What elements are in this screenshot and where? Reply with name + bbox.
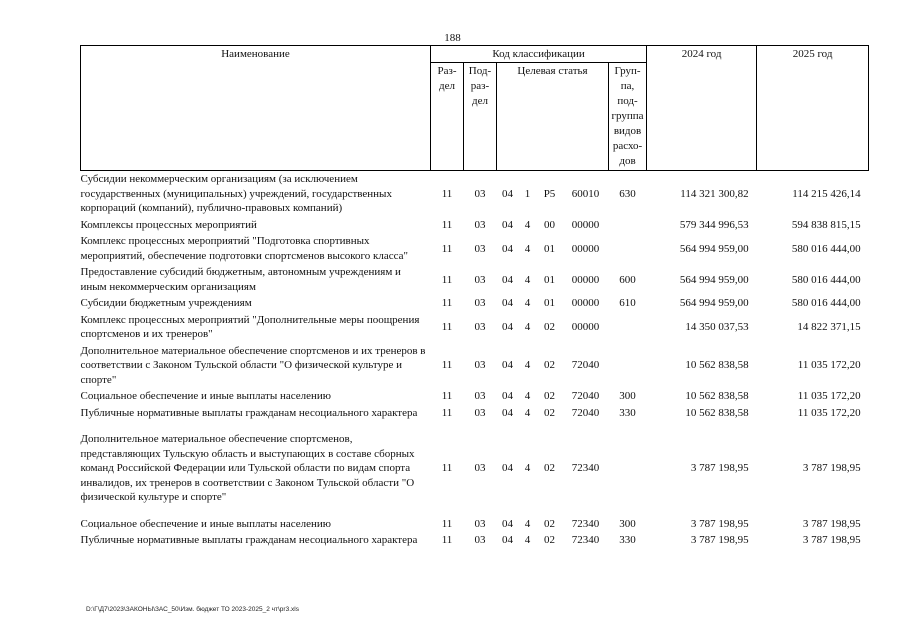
row-target-type: 4 xyxy=(524,390,531,403)
row-name: Комплексы процессных мероприятий xyxy=(80,218,257,231)
row-target-direction: 72340 xyxy=(571,534,600,547)
row-target-direction: 72040 xyxy=(571,359,600,372)
row-amount-2025: 3 787 198,95 xyxy=(802,517,861,530)
row-target-program: 04 xyxy=(502,359,513,372)
row-amount-2025: 11 035 172,20 xyxy=(797,390,861,403)
row-subsection: 03 xyxy=(474,517,486,530)
row-target-direction: 72340 xyxy=(571,462,600,475)
row-amount-2024: 10 562 838,58 xyxy=(685,390,749,403)
row-target-program: 04 xyxy=(502,218,513,231)
row-subsection: 03 xyxy=(474,390,486,403)
row-target-type: 4 xyxy=(524,218,531,231)
row-section: 11 xyxy=(441,517,453,530)
row-spacer-cell xyxy=(81,421,869,431)
header-target: Целевая статья xyxy=(497,63,609,171)
row-subsection: 03 xyxy=(474,321,486,333)
header-group: Груп- па, под- группа видов расхо- дов xyxy=(609,63,647,171)
row-name: Комплекс процессных мероприятий "Подготовка спортивных мероприятий, обеспечение подготовки спортсменов высокого класса" xyxy=(80,235,409,262)
row-target-direction: 60010 xyxy=(571,187,600,200)
row-spacer xyxy=(81,421,869,431)
row-name: Комплекс процессных мероприятий "Дополнительные меры поощрения спортсменов и их тренеров" xyxy=(80,313,420,340)
row-target-item: 02 xyxy=(544,359,555,372)
table-row xyxy=(81,233,869,264)
header-section: Раз- дел xyxy=(431,63,464,171)
row-target-type: 4 xyxy=(524,534,531,547)
row-target-type: 1 xyxy=(524,187,531,200)
row-amount-2024: 564 994 959,00 xyxy=(679,242,749,255)
row-expense-group: 610 xyxy=(619,297,636,310)
row-target-program: 04 xyxy=(502,321,513,333)
row-section: 11 xyxy=(441,462,453,475)
table-row xyxy=(81,388,869,405)
row-amount-2024: 114 321 300,82 xyxy=(680,187,749,200)
table-row xyxy=(81,295,869,312)
row-expense-group: 330 xyxy=(619,406,636,419)
row-amount-2024: 10 562 838,58 xyxy=(685,359,749,372)
row-section: 11 xyxy=(441,406,453,419)
table-row xyxy=(81,343,869,389)
row-target-item: Р5 xyxy=(543,187,556,200)
file-path-footer: D:\Г\Д7\2023\ЗАКОНЫ\ЗАС_50\Изм. бюджет ТО 2023-2025_2 чт\pr3.xls xyxy=(86,606,299,613)
header-subsection: Под- раз- дел xyxy=(464,63,497,171)
row-subsection: 03 xyxy=(474,273,486,286)
row-target-direction: 00000 xyxy=(571,242,600,255)
row-target-direction: 72340 xyxy=(571,517,600,530)
row-subsection: 03 xyxy=(474,406,486,419)
row-subsection: 03 xyxy=(474,534,486,547)
row-target-direction: 72040 xyxy=(571,406,600,419)
row-target-item: 01 xyxy=(544,273,555,286)
row-section: 11 xyxy=(441,534,453,547)
row-target-direction: 00000 xyxy=(571,273,600,286)
row-expense-group: 630 xyxy=(619,187,636,200)
row-target-item: 02 xyxy=(544,390,555,403)
header-year-2024: 2024 год xyxy=(647,46,757,171)
row-expense-group xyxy=(609,431,647,506)
row-target-item: 02 xyxy=(544,321,555,333)
row-expense-group: 600 xyxy=(619,273,636,286)
row-amount-2024: 3 787 198,95 xyxy=(690,517,749,530)
header-code: Код классификации xyxy=(431,46,647,63)
row-amount-2025: 3 787 198,95 xyxy=(802,462,861,475)
row-subsection: 03 xyxy=(474,462,486,475)
row-name: Социальное обеспечение и иные выплаты населению xyxy=(80,517,332,530)
row-name: Дополнительное материальное обеспечение спортсменов, представляющих Тульскую область и выступающих в составе сборных команд Российской Федерации или Тульской области по видам спорта инвалидов, их тренеров в соответствии с Законом Тульской области "О физической культуре и спорте" xyxy=(80,433,415,503)
row-amount-2024: 3 787 198,95 xyxy=(690,534,749,547)
row-expense-group: 300 xyxy=(619,390,636,403)
row-target-program: 04 xyxy=(502,517,513,530)
row-expense-group xyxy=(609,312,647,343)
row-target-program: 04 xyxy=(502,534,513,547)
row-amount-2024: 579 344 996,53 xyxy=(679,218,749,231)
row-name: Субсидии некоммерческим организациям (за исключением государственных (муниципальных) учреждений, государственных корпораций (компаний), публично-правовых компаний) xyxy=(80,173,392,214)
row-name: Дополнительное материальное обеспечение спортсменов и их тренеров в соответствии с Законом Тульской области "О физической культуре и спорте" xyxy=(80,344,426,386)
row-subsection: 03 xyxy=(474,218,486,231)
table-row xyxy=(81,405,869,422)
row-target-item: 01 xyxy=(544,242,555,255)
row-spacer xyxy=(81,506,869,516)
row-target-program: 04 xyxy=(502,297,513,310)
row-amount-2025: 580 016 444,00 xyxy=(791,242,861,255)
row-target-type: 4 xyxy=(524,273,531,286)
row-target-direction: 00000 xyxy=(571,297,600,310)
row-amount-2025: 580 016 444,00 xyxy=(791,273,861,286)
row-expense-group xyxy=(609,343,647,389)
row-section: 11 xyxy=(441,187,453,200)
row-amount-2025: 3 787 198,95 xyxy=(802,534,861,547)
table-row xyxy=(81,516,869,533)
row-amount-2025: 14 822 371,15 xyxy=(797,321,861,333)
row-target-item: 02 xyxy=(544,406,555,419)
row-section: 11 xyxy=(441,242,453,255)
row-name: Социальное обеспечение и иные выплаты населению xyxy=(80,390,332,402)
row-target-program: 04 xyxy=(502,242,513,255)
row-section: 11 xyxy=(441,218,453,231)
row-amount-2025: 114 215 426,14 xyxy=(792,187,861,200)
row-amount-2025: 580 016 444,00 xyxy=(791,297,861,310)
row-name: Субсидии бюджетным учреждениям xyxy=(80,297,252,309)
table-row xyxy=(81,217,869,234)
row-name: Публичные нормативные выплаты гражданам несоциального характера xyxy=(80,534,418,546)
row-section: 11 xyxy=(441,390,453,403)
row-target-item: 02 xyxy=(544,462,555,475)
row-expense-group: 330 xyxy=(619,534,636,547)
row-section: 11 xyxy=(441,359,453,372)
row-subsection: 03 xyxy=(474,187,486,200)
row-amount-2025: 594 838 815,15 xyxy=(791,218,861,231)
header-year-2025: 2025 год xyxy=(757,46,869,171)
row-amount-2024: 564 994 959,00 xyxy=(679,297,749,310)
row-name: Предоставление субсидий бюджетным, автономным учреждениям и иным некоммерческим организациям xyxy=(80,266,401,293)
row-target-direction: 00000 xyxy=(571,321,600,333)
row-amount-2024: 10 562 838,58 xyxy=(685,406,749,419)
row-name: Публичные нормативные выплаты гражданам несоциального характера xyxy=(80,406,418,419)
row-target-type: 4 xyxy=(524,297,531,310)
row-amount-2024: 3 787 198,95 xyxy=(690,462,749,475)
table-row xyxy=(81,264,869,295)
row-target-type: 4 xyxy=(524,517,531,530)
table-row xyxy=(81,171,869,217)
row-target-item: 00 xyxy=(544,218,555,231)
row-amount-2025: 11 035 172,20 xyxy=(797,406,861,419)
row-target-item: 02 xyxy=(544,517,555,530)
row-target-program: 04 xyxy=(502,462,513,475)
row-section: 11 xyxy=(441,273,453,286)
row-target-program: 04 xyxy=(502,273,513,286)
table-row xyxy=(81,312,869,343)
row-target-type: 4 xyxy=(524,406,531,419)
header-name: Наименование xyxy=(81,46,431,171)
row-target-item: 01 xyxy=(544,297,555,310)
row-subsection: 03 xyxy=(474,297,486,310)
row-target-item: 02 xyxy=(544,534,555,547)
row-target-type: 4 xyxy=(524,242,531,255)
row-expense-group: 300 xyxy=(619,517,636,530)
table-row xyxy=(81,431,869,506)
row-amount-2025: 11 035 172,20 xyxy=(797,359,861,372)
row-target-program: 04 xyxy=(502,390,513,403)
row-section: 11 xyxy=(441,321,453,333)
row-spacer-cell xyxy=(81,506,869,516)
table-row xyxy=(81,532,869,549)
row-expense-group xyxy=(609,217,647,234)
row-target-type: 4 xyxy=(524,359,531,372)
row-target-type: 4 xyxy=(524,321,531,333)
budget-table xyxy=(80,45,869,549)
row-expense-group xyxy=(609,233,647,264)
row-section: 11 xyxy=(441,297,453,310)
row-subsection: 03 xyxy=(474,359,486,372)
page-number: 188 xyxy=(444,32,461,44)
row-target-program: 04 xyxy=(502,406,513,419)
row-amount-2024: 14 350 037,53 xyxy=(685,321,749,333)
row-target-program: 04 xyxy=(502,187,513,200)
row-target-type: 4 xyxy=(524,462,531,475)
row-amount-2024: 564 994 959,00 xyxy=(679,273,749,286)
row-subsection: 03 xyxy=(474,242,486,255)
row-target-direction: 72040 xyxy=(571,390,600,403)
row-target-direction: 00000 xyxy=(571,218,600,231)
